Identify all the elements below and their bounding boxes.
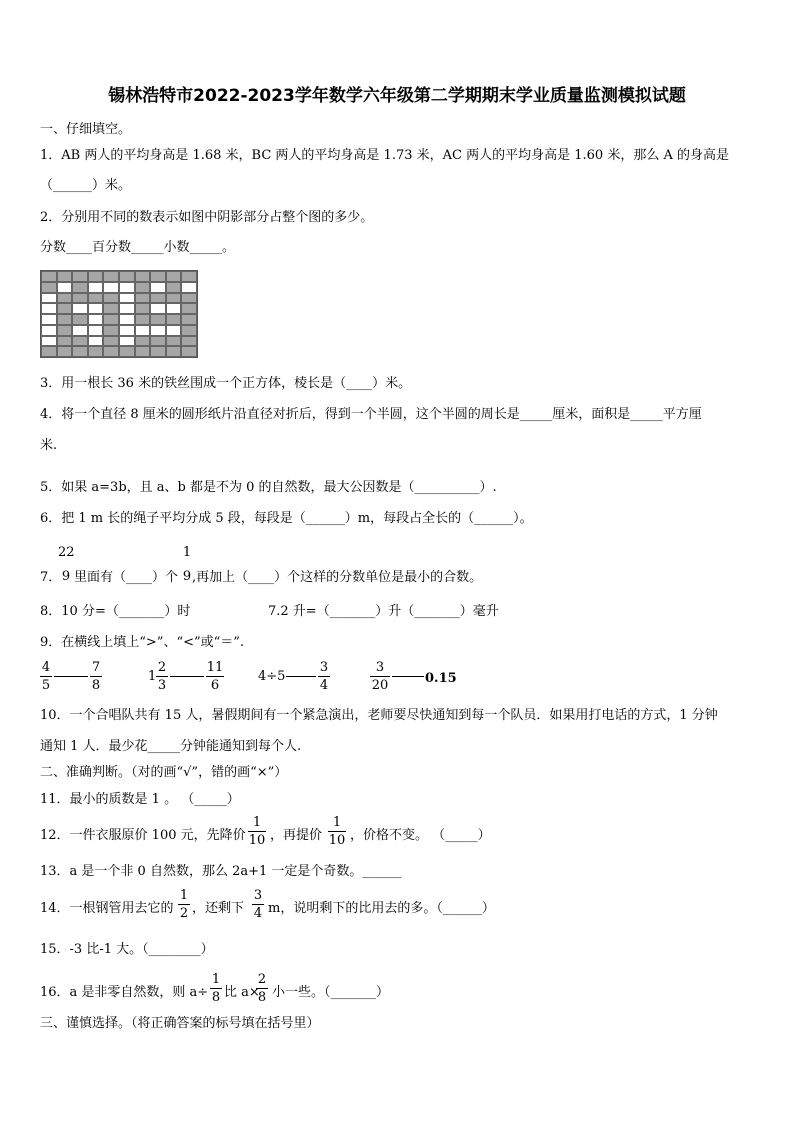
grid-cell xyxy=(166,282,182,293)
question-15: 15．-3 比-1 大。（________） xyxy=(40,942,214,957)
expression-4-div-5: 4÷5 xyxy=(258,669,286,684)
fraction-1-2: 1 2 xyxy=(179,888,189,921)
question-16-text-1: 16．a 是非零自然数，则 a÷ xyxy=(40,985,209,1000)
section-heading-choice: 三、谨慎选择。（将正确答案的标号填在括号里） xyxy=(40,1016,320,1031)
grid-cell xyxy=(181,293,197,304)
grid-cell xyxy=(72,314,88,325)
fraction-11-6: 11 6 xyxy=(206,660,224,693)
grid-cell xyxy=(41,336,57,347)
question-1-line-1: 1．AB 两人的平均身高是 1.68 米，BC 两人的平均身高是 1.73 米，AC 两人的平均身高是 1.60 米，那么 A 的身高是 xyxy=(40,148,729,163)
grid-cell xyxy=(88,314,104,325)
grid-cell xyxy=(119,336,135,347)
grid-cell xyxy=(41,303,57,314)
grid-cell xyxy=(166,271,182,282)
compare-blank-4[interactable] xyxy=(392,676,424,677)
question-2: 2．分别用不同的数表示如图中阴影部分占整个图的多少。 xyxy=(40,210,374,225)
grid-cell xyxy=(119,346,135,357)
grid-cell xyxy=(119,314,135,325)
question-13: 13．a 是一个非 0 自然数，那么 2a+1 一定是个奇数。______ xyxy=(40,864,402,879)
grid-cell xyxy=(166,336,182,347)
grid-cell xyxy=(150,346,166,357)
fraction-2-8: 2 8 xyxy=(257,972,267,1005)
grid-cell xyxy=(181,303,197,314)
grid-cell xyxy=(72,293,88,304)
fraction-7-8: 7 8 xyxy=(91,660,101,693)
grid-cell xyxy=(72,325,88,336)
question-12-text-3: ，价格不变。 （_____） xyxy=(350,828,491,843)
question-6: 6．把 1 m 长的绳子平均分成 5 段，每段是（______）m，每段占全长的（______）。 xyxy=(40,511,533,526)
question-8-part-1: 8．10 分=（_______）时 xyxy=(40,604,191,619)
grid-cell xyxy=(181,282,197,293)
grid-cell xyxy=(150,314,166,325)
grid-cell xyxy=(119,282,135,293)
fraction-1-9 xyxy=(182,545,192,584)
grid-cell xyxy=(135,271,151,282)
grid-cell xyxy=(103,325,119,336)
grid-cell xyxy=(181,336,197,347)
question-2-answers: 分数____百分数_____小数_____。 xyxy=(40,240,236,255)
grid-cell xyxy=(88,325,104,336)
grid-cell xyxy=(88,346,104,357)
grid-cell xyxy=(150,282,166,293)
grid-cell xyxy=(41,346,57,357)
question-14-text-3: m，说明剩下的比用去的多。（______） xyxy=(268,901,495,916)
grid-cell xyxy=(41,325,57,336)
grid-cell xyxy=(57,282,73,293)
grid-cell xyxy=(150,293,166,304)
grid-cell xyxy=(181,314,197,325)
question-9: 9．在横线上填上“>”、“<”或“＝”. xyxy=(40,635,245,650)
grid-cell xyxy=(88,271,104,282)
grid-cell xyxy=(135,293,151,304)
fraction-3-20: 3 20 xyxy=(371,660,389,693)
question-8-part-2: 7.2 升=（_______）升（_______）毫升 xyxy=(268,604,499,619)
grid-cell xyxy=(103,293,119,304)
grid-cell xyxy=(57,314,73,325)
question-3: 3．用一根长 36 米的铁丝围成一个正方体，棱长是（____）米。 xyxy=(40,376,412,391)
grid-cell xyxy=(41,271,57,282)
grid-cell xyxy=(72,282,88,293)
grid-cell xyxy=(72,346,88,357)
fraction-4-5: 4 5 xyxy=(41,660,51,693)
grid-cell xyxy=(41,293,57,304)
grid-cell xyxy=(57,346,73,357)
grid-cell xyxy=(103,336,119,347)
fraction-22-9 xyxy=(58,545,74,584)
fraction-1-8: 1 8 xyxy=(211,972,221,1005)
fraction-3-4-b: 3 4 xyxy=(253,888,263,921)
grid-cell xyxy=(41,282,57,293)
section-heading-fill: 一、仔细填空。 xyxy=(40,122,132,137)
compare-blank-3[interactable] xyxy=(286,676,316,677)
grid-cell xyxy=(181,346,197,357)
grid-cell xyxy=(103,282,119,293)
question-10-line-1: 10．一个合唱队共有 15 人，暑假期间有一个紧急演出，老师要尽快通知到每一个队员．如果用打电话的方式，1 分钟 xyxy=(40,708,718,723)
section-heading-judge: 二、准确判断。（对的画“√”，错的画“×”） xyxy=(40,765,288,780)
grid-cell xyxy=(135,282,151,293)
grid-cell xyxy=(135,346,151,357)
grid-cell xyxy=(57,325,73,336)
question-1-line-2: （______）米。 xyxy=(40,178,132,193)
question-11: 11．最小的质数是 1 。 （_____） xyxy=(40,792,240,807)
question-16-text-2: 比 a× xyxy=(224,985,260,1000)
compare-blank-2[interactable] xyxy=(170,676,204,677)
question-12-text-2: ，再提价 xyxy=(270,828,323,843)
grid-cell xyxy=(72,271,88,282)
grid-cell xyxy=(88,336,104,347)
whole-part-1: 1 xyxy=(148,669,157,684)
grid-cell xyxy=(103,314,119,325)
grid-cell xyxy=(166,314,182,325)
page-title: 锡林浩特市2022-2023学年数学六年级第二学期期末学业质量监测模拟试题 xyxy=(108,86,686,106)
grid-cell xyxy=(166,346,182,357)
grid-cell xyxy=(135,325,151,336)
shaded-grid-figure xyxy=(40,270,198,358)
grid-cell xyxy=(103,346,119,357)
question-7-number: 7． xyxy=(40,570,62,585)
grid-cell xyxy=(57,303,73,314)
question-5: 5．如果 a=3b，且 a、b 都是不为 0 的自然数，最大公因数是（__________）. xyxy=(40,480,497,495)
grid-cell xyxy=(57,336,73,347)
grid-cell xyxy=(88,282,104,293)
grid-cell xyxy=(166,303,182,314)
numerator: 1 xyxy=(182,545,192,560)
fraction-2-3: 2 3 xyxy=(157,660,167,693)
fraction-3-4: 3 4 xyxy=(319,660,329,693)
grid-cell xyxy=(150,336,166,347)
question-7-text-2: ,再加上（____）个这样的分数单位是最小的合数。 xyxy=(192,570,483,585)
question-4-line-1: 4．将一个直径 8 厘米的圆形纸片沿直径对折后，得到一个半圆，这个半圆的周长是_____厘米，面积是_____平方厘 xyxy=(40,407,702,422)
numerator: 22 xyxy=(58,545,75,560)
grid-cell xyxy=(135,303,151,314)
grid-cell xyxy=(88,293,104,304)
denominator: 9 xyxy=(182,569,192,584)
question-12-text-1: 12．一件衣服原价 100 元，先降价 xyxy=(40,828,246,843)
question-14-text-2: ，还剩下 xyxy=(192,901,245,916)
grid-cell xyxy=(88,303,104,314)
grid-cell xyxy=(57,271,73,282)
grid-cell xyxy=(166,293,182,304)
grid-cell xyxy=(103,303,119,314)
grid-cell xyxy=(135,314,151,325)
grid-cell xyxy=(72,303,88,314)
question-4-line-2: 米. xyxy=(40,438,58,453)
grid-cell xyxy=(103,271,119,282)
grid-cell xyxy=(181,271,197,282)
question-16-text-3: 小一些。（_______） xyxy=(272,985,390,1000)
decimal-0-15: 0.15 xyxy=(425,671,457,686)
fraction-1-10-a: 1 10 xyxy=(248,815,266,848)
grid-cell xyxy=(135,336,151,347)
grid-cell xyxy=(41,314,57,325)
grid-cell xyxy=(119,325,135,336)
grid-cell xyxy=(181,325,197,336)
grid-cell xyxy=(150,271,166,282)
grid-cell xyxy=(166,325,182,336)
grid-cell xyxy=(119,303,135,314)
compare-blank-1[interactable] xyxy=(54,676,88,677)
denominator: 9 xyxy=(61,569,71,584)
grid-cell xyxy=(72,336,88,347)
grid-cell xyxy=(119,293,135,304)
grid-cell xyxy=(119,271,135,282)
question-10-line-2: 通知 1 人．最少花_____分钟能通知到每个人. xyxy=(40,739,302,754)
question-14-text-1: 14．一根钢管用去它的 xyxy=(40,901,174,916)
grid-cell xyxy=(57,293,73,304)
grid-cell xyxy=(150,303,166,314)
fraction-1-10-b: 1 10 xyxy=(328,815,346,848)
question-7-text-1: 里面有（____）个 xyxy=(74,570,179,585)
grid-cell xyxy=(150,325,166,336)
